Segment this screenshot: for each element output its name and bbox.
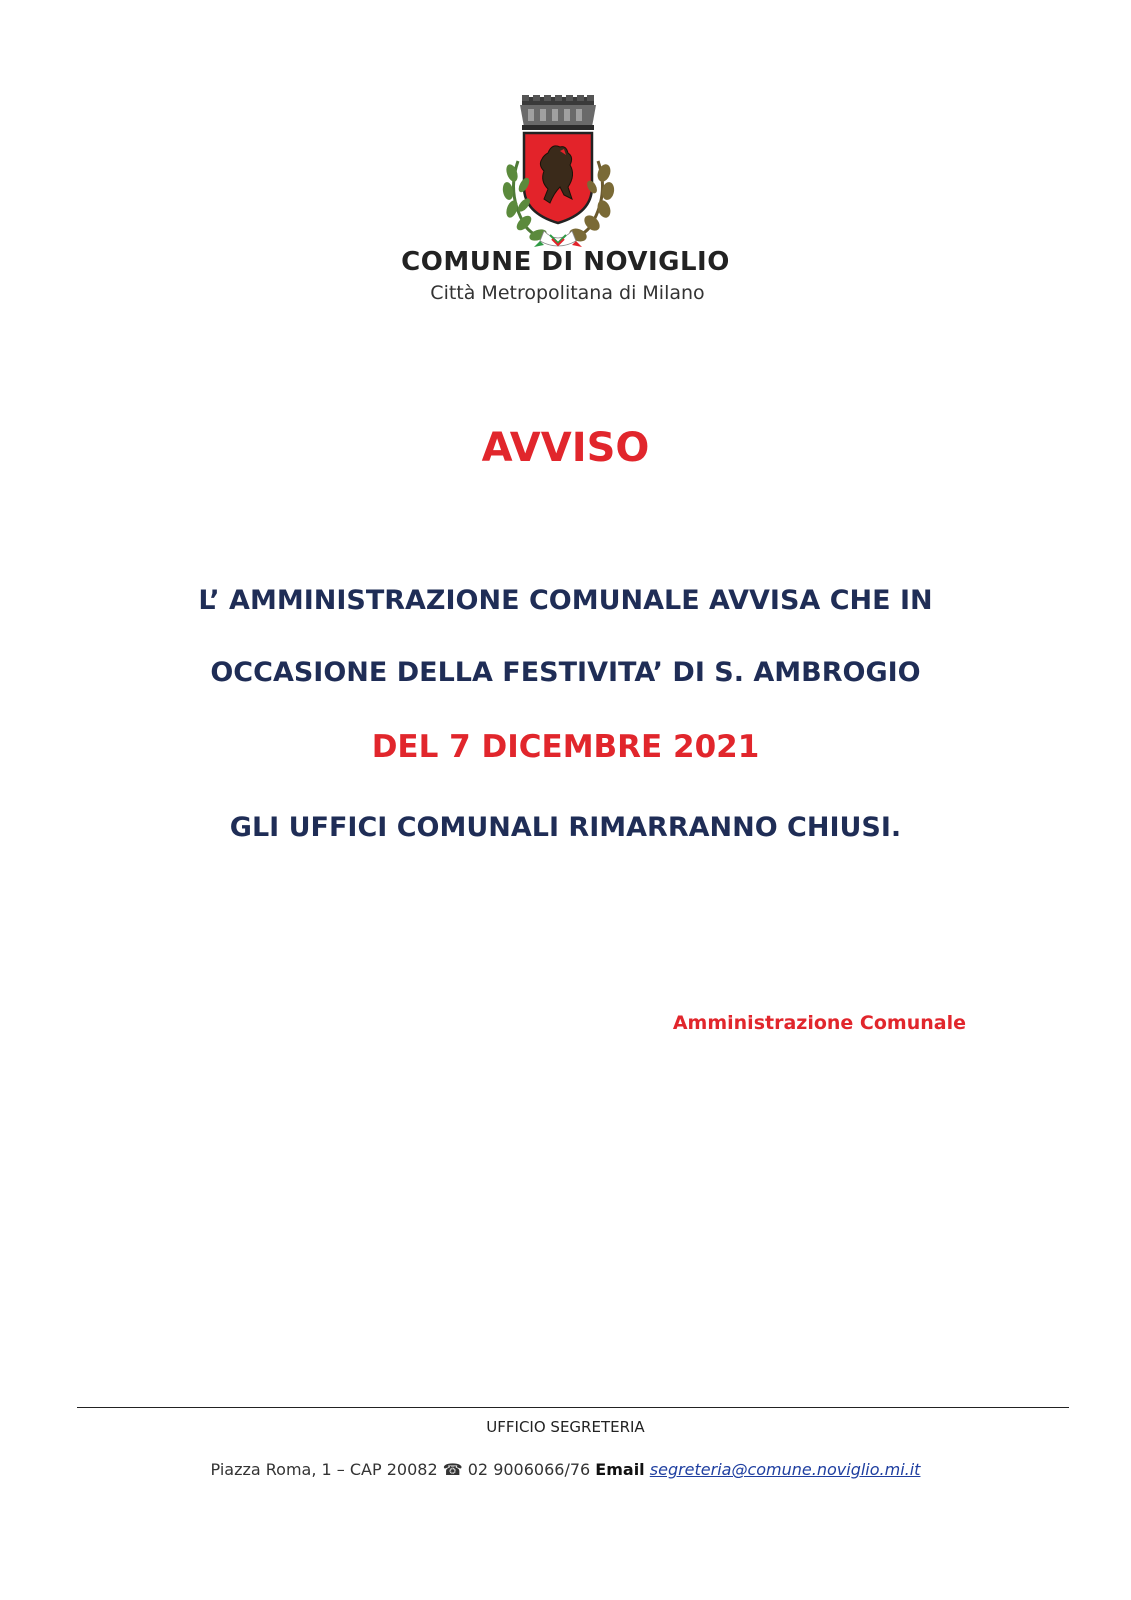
email-link[interactable]: segreteria@comune.noviglio.mi.it [649,1460,921,1479]
footer-contact [0,1460,1131,1479]
notice-line-4: GLI UFFICI COMUNALI RIMARRANNO CHIUSI. [229,812,902,843]
town-subtitle: Città Metropolitana di Milano [430,282,705,304]
notice-title: AVVISO [481,425,650,471]
email-label: Email [595,1460,645,1479]
coat-of-arms-icon [500,95,616,247]
footer-office: UFFICIO SEGRETERIA [486,1418,645,1436]
notice-line-2: OCCASIONE DELLA FESTIVITA’ DI S. AMBROGIO [210,657,921,688]
town-name: COMUNE DI NOVIGLIO [401,247,730,277]
footer-divider [77,1407,1069,1408]
notice-line-1: L’ AMMINISTRAZIONE COMUNALE AVVISA CHE IN [198,585,933,616]
notice-date: DEL 7 DICEMBRE 2021 [371,729,760,765]
footer-phone: 02 9006066/76 [467,1460,591,1479]
phone-icon: ☎ [442,1460,463,1479]
signature: Amministrazione Comunale [672,1012,966,1034]
footer-address: Piazza Roma, 1 – CAP 20082 [210,1460,438,1479]
